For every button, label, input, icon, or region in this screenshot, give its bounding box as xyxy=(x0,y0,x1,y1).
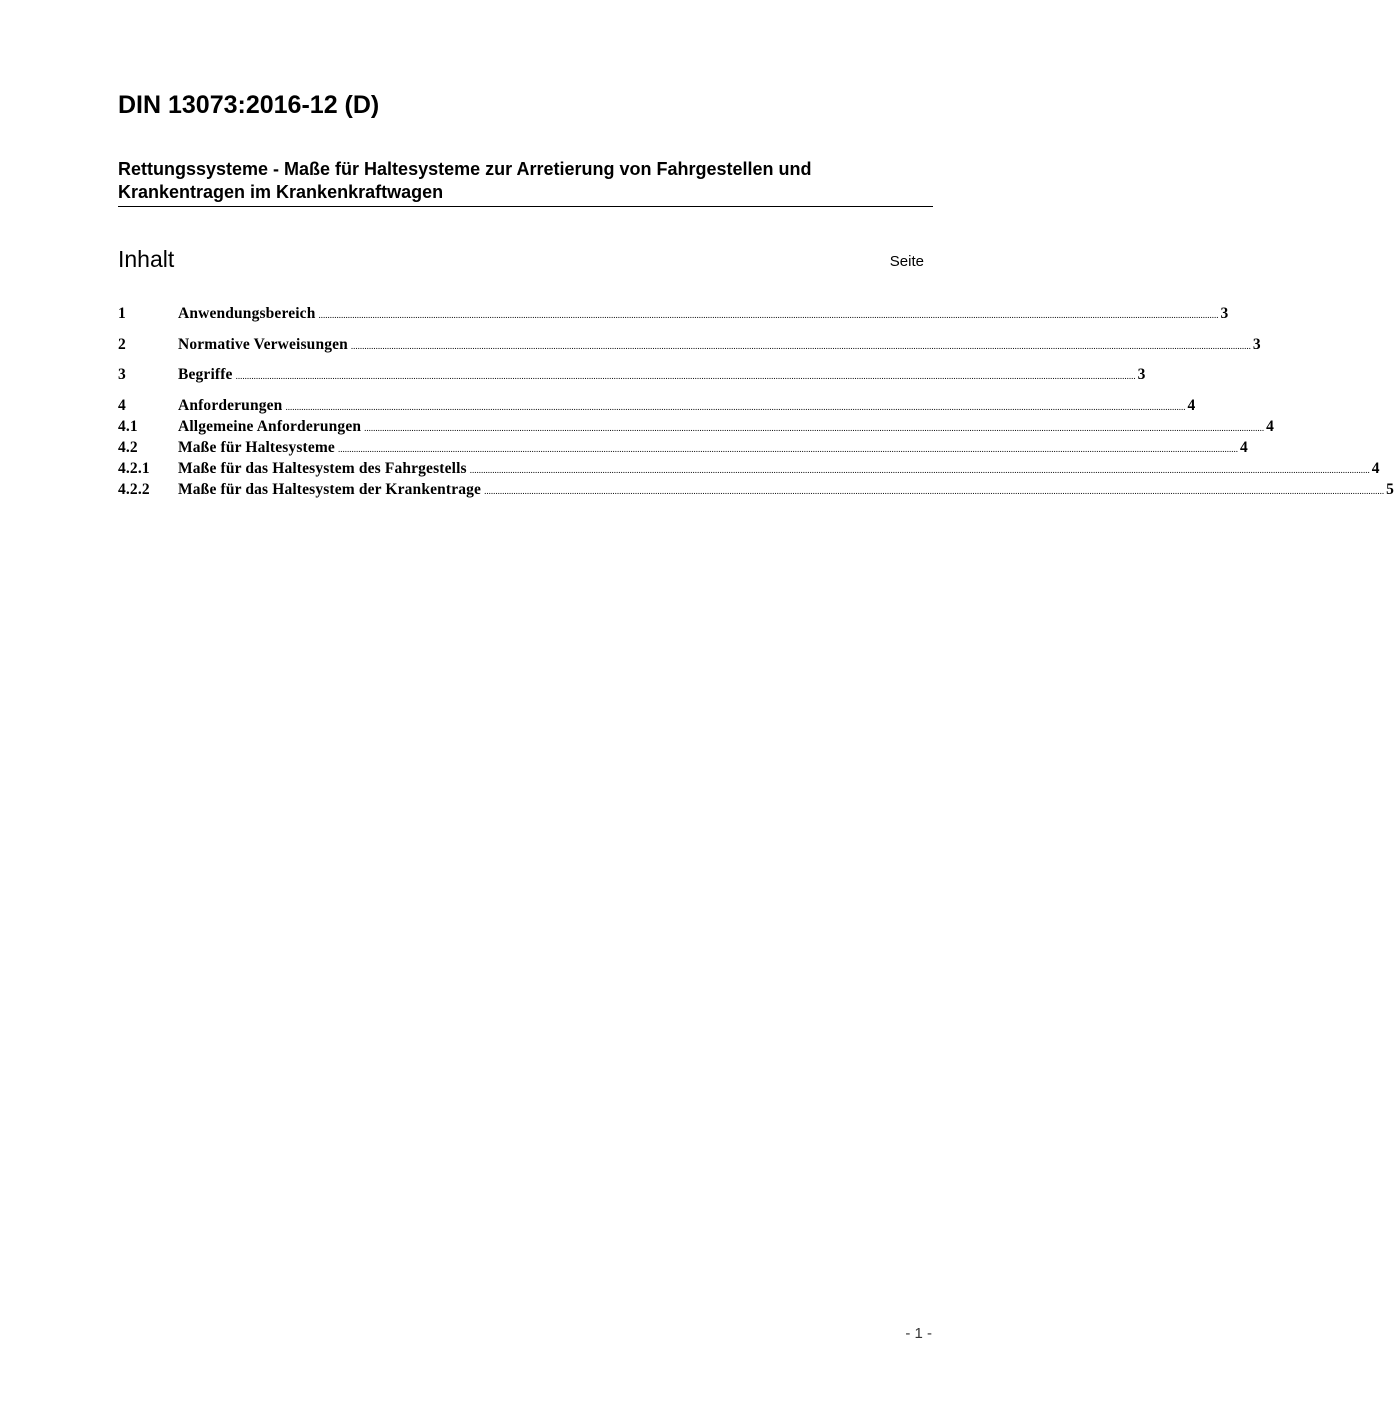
toc-entry-number: 3 xyxy=(118,366,126,383)
toc-entry-title: Anforderungen xyxy=(178,396,283,414)
page-number: - 1 - xyxy=(905,1325,932,1342)
toc-entry-title: Normative Verweisungen xyxy=(178,335,348,353)
toc-entry-page: 4 xyxy=(1266,417,1275,435)
toc-dot-leader: ................................................................................................................................................................................................................................................................................................................................................................................................................ xyxy=(285,401,1186,412)
toc-entry[interactable] xyxy=(118,395,1196,416)
toc-dot-leader: ................................................................................................................................................................................................................................................................................................................................................................................................................ xyxy=(337,443,1238,454)
document-subtitle-line: Rettungssysteme - Maße für Haltesysteme zur Arretierung von Fahrgestellen und xyxy=(118,159,812,179)
toc-entry[interactable] xyxy=(118,303,1229,324)
toc-dot-leader: ................................................................................................................................................................................................................................................................................................................................................................................................................ xyxy=(469,464,1370,475)
toc-entry[interactable] xyxy=(118,416,1275,437)
toc-entry-number: 4.2.2 xyxy=(118,480,150,498)
toc-entry-page: 4 xyxy=(1371,459,1380,477)
toc-entry-page: 5 xyxy=(1386,480,1394,498)
toc-dot-leader: ................................................................................................................................................................................................................................................................................................................................................................................................................ xyxy=(364,422,1265,433)
toc-entry-page: 3 xyxy=(1137,366,1146,383)
toc-entry-title: Maße für Haltesysteme xyxy=(178,438,335,456)
toc-entry[interactable] xyxy=(118,458,1380,479)
title-divider xyxy=(118,206,933,207)
toc-heading: Inhalt xyxy=(118,246,175,272)
toc-entry-page: 4 xyxy=(1239,438,1248,456)
toc-entry-number: 4 xyxy=(118,396,126,414)
toc-entry-title: Anwendungsbereich xyxy=(178,305,316,322)
toc-dot-leader: ................................................................................................................................................................................................................................................................................................................................................................................................................ xyxy=(350,340,1251,351)
toc-page-column-heading: Seite xyxy=(889,253,924,270)
toc-entry[interactable] xyxy=(118,334,1261,355)
toc-dot-leader: ................................................................................................................................................................................................................................................................................................................................................................................................................ xyxy=(235,371,1136,381)
toc-dot-leader: ................................................................................................................................................................................................................................................................................................................................................................................................................ xyxy=(484,485,1385,496)
document-subtitle-line: Krankentragen im Krankenkraftwagen xyxy=(118,182,444,202)
toc-entry-number: 2 xyxy=(118,335,126,353)
table-of-contents xyxy=(118,303,1394,500)
toc-entry-page: 3 xyxy=(1220,305,1229,322)
document-subtitle xyxy=(118,158,933,204)
toc-entry-number: 4.1 xyxy=(118,417,138,435)
toc-entry-title: Maße für das Haltesystem der Krankentrage xyxy=(178,480,482,498)
toc-entry-title: Maße für das Haltesystem des Fahrgestells xyxy=(178,459,467,477)
document-title: DIN 13073:2016-12 (D) xyxy=(118,91,380,119)
toc-dot-leader: ................................................................................................................................................................................................................................................................................................................................................................................................................ xyxy=(318,310,1219,320)
toc-entry-page: 3 xyxy=(1252,335,1261,353)
toc-entry[interactable] xyxy=(118,364,1146,385)
toc-entry-page: 4 xyxy=(1187,396,1196,414)
toc-entry[interactable] xyxy=(118,437,1248,458)
toc-entry-number: 4.2.1 xyxy=(118,459,150,477)
toc-entry-number: 1 xyxy=(118,305,126,322)
toc-entry-number: 4.2 xyxy=(118,438,138,456)
toc-entry[interactable] xyxy=(118,479,1394,500)
toc-entry-title: Allgemeine Anforderungen xyxy=(178,417,362,435)
toc-entry-title: Begriffe xyxy=(178,366,233,383)
